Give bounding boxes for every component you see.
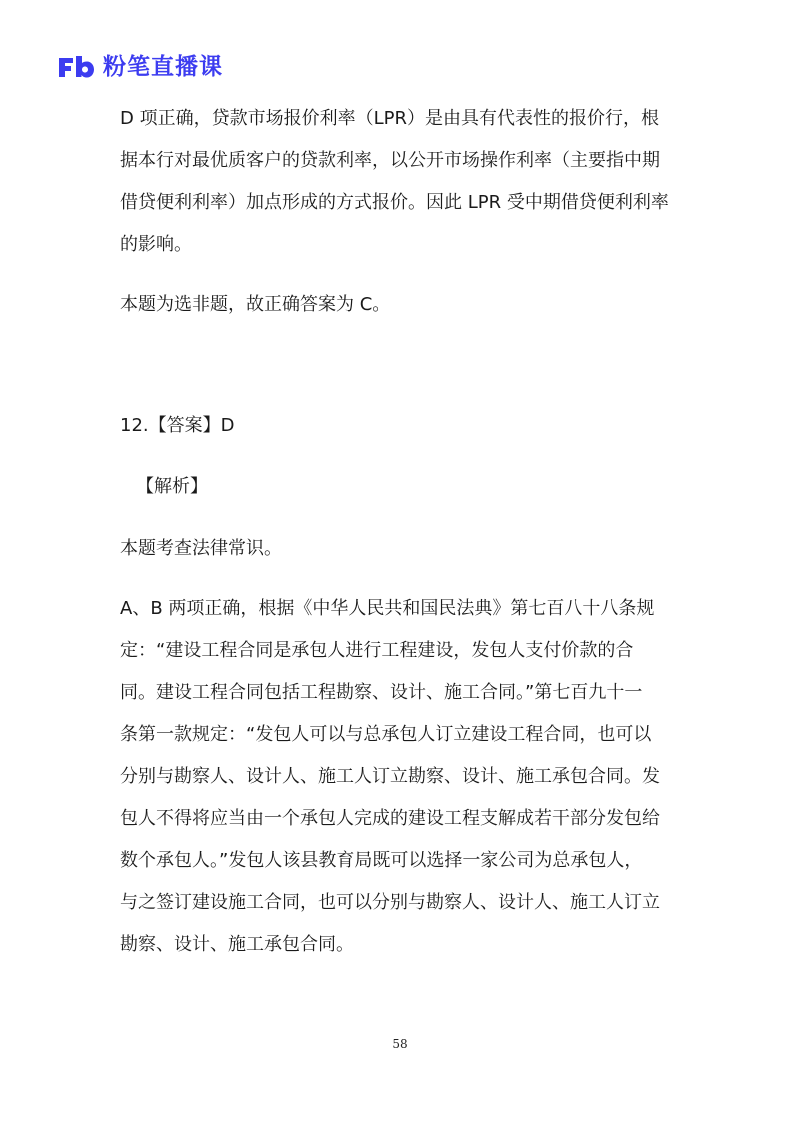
- text-line: 据本行对最优质客户的贷款利率，以公开市场操作利率（主要指中期: [120, 150, 660, 171]
- page-number: 58: [392, 1037, 408, 1051]
- text-line: 【解析】: [136, 476, 208, 497]
- text-line: 与之签订建设施工合同，也可以分别与勘察人、设计人、施工人订立: [120, 892, 660, 913]
- text-line: 定：“建设工程合同是承包人进行工程建设，发包人支付价款的合: [120, 640, 634, 661]
- text-line: 分别与勘察人、设计人、施工人订立勘察、设计、施工承包合同。发: [120, 766, 660, 787]
- fb-logo-icon: [57, 55, 95, 79]
- text-line: D 项正确，贷款市场报价利率（LPR）是由具有代表性的报价行，根: [120, 108, 659, 129]
- text-line: 数个承包人。”发包人该县教育局既可以选择一家公司为总承包人，: [120, 850, 643, 871]
- text-line: 借贷便利利率）加点形成的方式报价。因此 LPR 受中期借贷便利利率: [120, 192, 669, 213]
- text-line: 勘察、设计、施工承包合同。: [120, 934, 354, 955]
- brand-name: 粉笔直播课: [103, 54, 223, 80]
- analysis-label: [136, 466, 706, 508]
- text-line: A、B 两项正确，根据《中华人民共和国民法典》第七百八十八条规: [120, 598, 655, 619]
- question-12-answer: [120, 405, 690, 447]
- text-line: 12.【答案】D: [120, 415, 235, 436]
- d-option-explanation: [120, 98, 690, 266]
- brand-logo: [57, 52, 223, 82]
- question-11-conclusion: [120, 284, 690, 326]
- ab-option-explanation: [120, 588, 690, 966]
- text-line: 本题考查法律常识。: [120, 538, 282, 559]
- text-line: 条第一款规定：“发包人可以与总承包人订立建设工程合同，也可以: [120, 724, 652, 745]
- text-line: 本题为选非题，故正确答案为 C。: [120, 294, 391, 315]
- question-12-topic: [120, 528, 690, 570]
- text-line: 同。建设工程合同包括工程勘察、设计、施工合同。”第七百九十一: [120, 682, 643, 703]
- text-line: 包人不得将应当由一个承包人完成的建设工程支解成若干部分发包给: [120, 808, 660, 829]
- text-line: 的影响。: [120, 234, 192, 255]
